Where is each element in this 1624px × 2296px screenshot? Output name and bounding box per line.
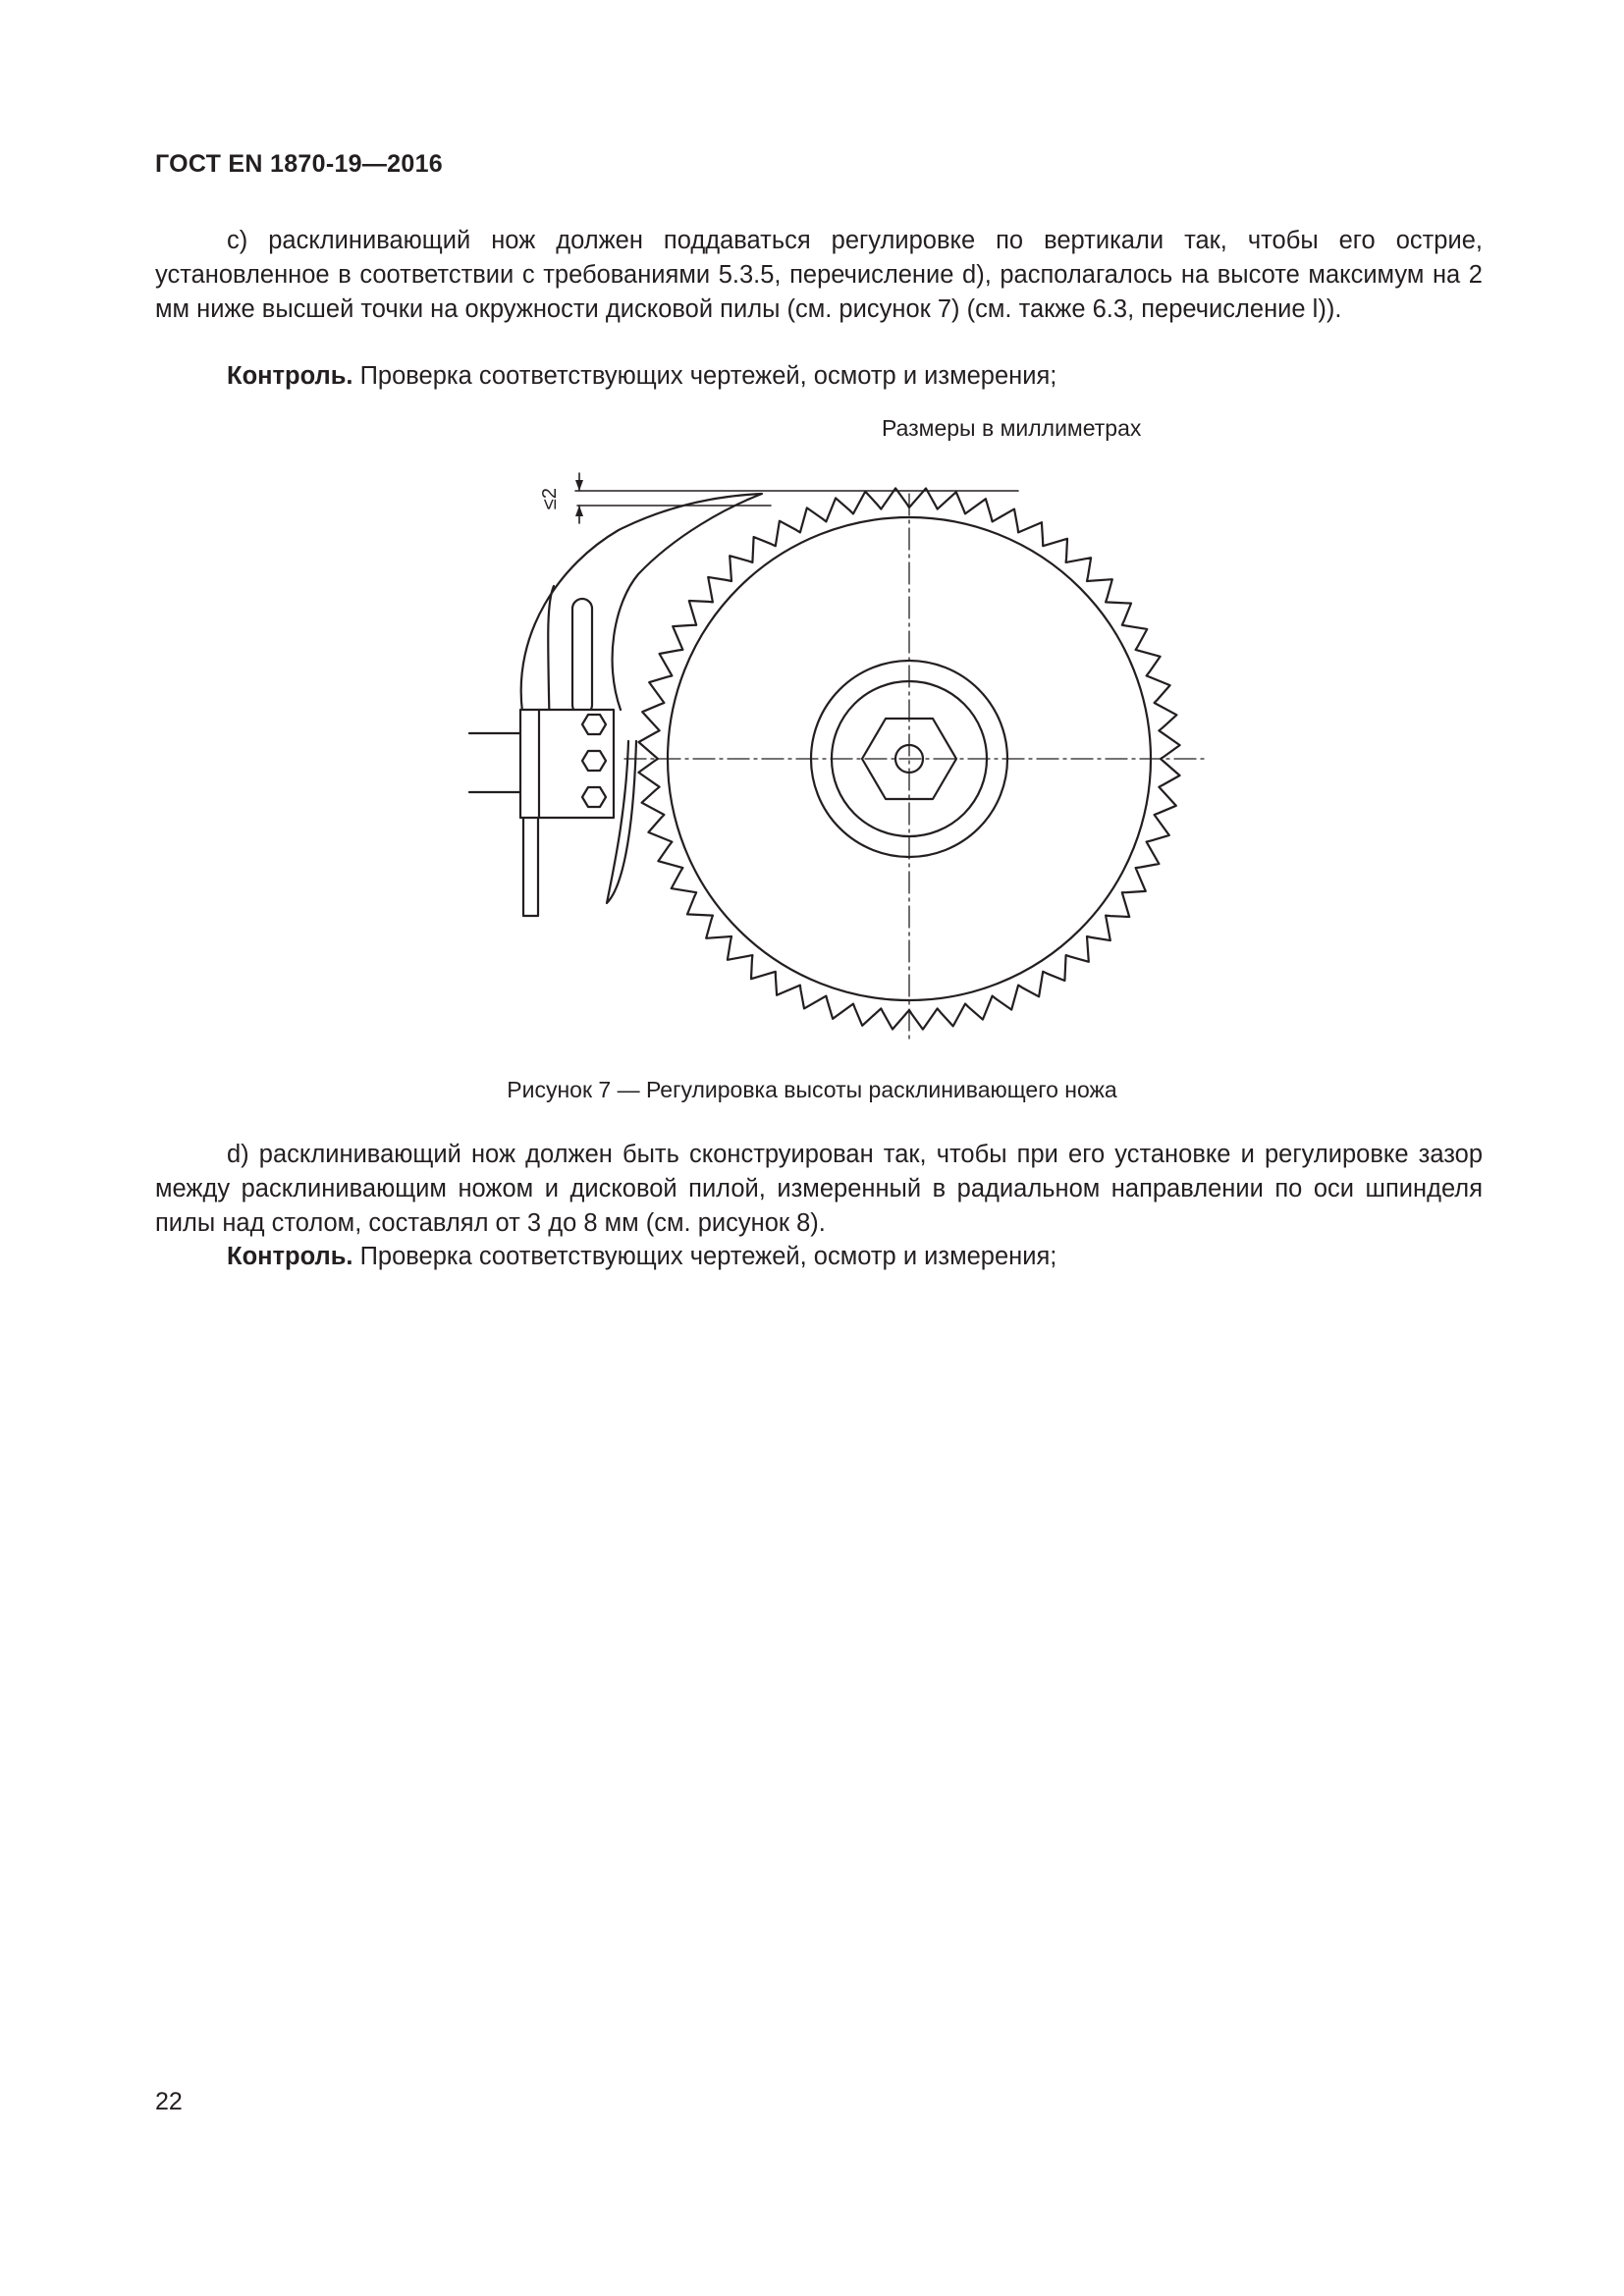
dimension-mark <box>539 473 1018 523</box>
clause-d-control-text: Проверка соответствующих чертежей, осмотр и измерения; <box>352 1243 1057 1270</box>
clause-c-control-label: Контроль. <box>227 362 353 390</box>
dimension-label: ≤2 <box>539 487 561 510</box>
figure-caption: Рисунок 7 — Регулировка высоты расклинивающего ножа <box>507 1077 1117 1102</box>
clause-c-paragraph: с) расклинивающий нож должен поддаваться регулировке по вертикали так, чтобы его острие, установленное в соответствии с требованиями 5.3.5, перечисление d), располагалось на высоте максимум на 2 мм ниже высшей точки на окружности дисковой пилы (см. рисунок 7) (см. также 6.3, перечисление l)). <box>155 227 1483 323</box>
clause-c-control-text: Проверка соответствующих чертежей, осмотр и измерения; <box>352 362 1057 390</box>
clause-c-control <box>227 359 1056 394</box>
dimensions-note: Размеры в миллиметрах <box>882 415 1142 441</box>
riving-knife <box>521 494 762 916</box>
knife-adjustment-slot <box>572 599 592 715</box>
page-header-standard-id: ГОСТ EN 1870-19—2016 <box>155 150 443 178</box>
hex-bolt <box>582 715 606 807</box>
page-number: 22 <box>155 2088 183 2115</box>
figure-riving-knife-diagram <box>432 447 1218 1055</box>
clause-d-paragraph: d) расклинивающий нож должен быть сконструирован так, чтобы при его установке и регулировке зазор между расклинивающим ножом и дисковой пилой, измеренный в радиальном направлении по оси шпинделя пилы над столом, составлял от 3 до 8 мм (см. рисунок 8). <box>155 1141 1483 1237</box>
clause-d-control-label: Контроль. <box>227 1243 353 1270</box>
clause-d-control <box>227 1240 1056 1274</box>
